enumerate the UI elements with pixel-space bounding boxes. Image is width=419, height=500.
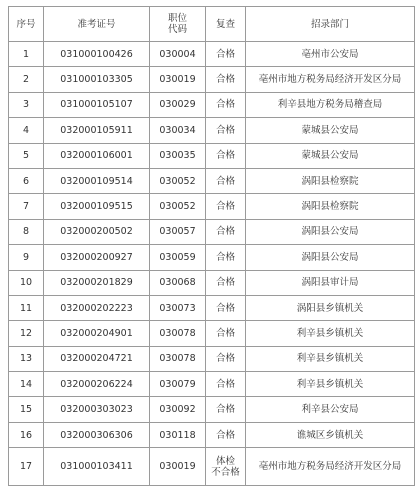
table-row [9,143,415,168]
table-row [9,245,415,270]
cell-recheck-line2: 不合格 [211,466,240,478]
header-position-code-line1: 职位 [167,13,187,24]
cell-seq: 14 [9,372,44,397]
cell-exam-no: 032000106001 [44,143,150,168]
cell-dept: 利辛县地方税务局稽查局 [246,92,415,117]
cell-seq: 11 [9,295,44,320]
cell-dept: 利辛县公安局 [246,397,415,422]
cell-position-code: 030092 [150,397,206,422]
cell-position-code: 030068 [150,270,206,295]
cell-position-code: 030073 [150,295,206,320]
cell-position-code: 030004 [150,42,206,67]
cell-recheck: 合格 [206,346,246,371]
cell-dept: 利辛县乡镇机关 [246,372,415,397]
cell-position-code: 030078 [150,321,206,346]
cell-seq: 6 [9,168,44,193]
table-row [9,92,415,117]
cell-seq: 1 [9,42,44,67]
cell-exam-no: 032000109514 [44,168,150,193]
cell-position-code: 030057 [150,219,206,244]
cell-seq: 10 [9,270,44,295]
table-row [9,168,415,193]
header-position-code-line2: 代码 [167,24,187,35]
table-row [9,372,415,397]
cell-position-code: 030052 [150,194,206,219]
cell-exam-no: 032000204901 [44,321,150,346]
cell-seq: 8 [9,219,44,244]
table-row [9,422,415,447]
cell-exam-no: 032000109515 [44,194,150,219]
cell-dept: 涡阳县公安局 [246,219,415,244]
table-row [9,295,415,320]
table-row [9,118,415,143]
cell-exam-no: 032000204721 [44,346,150,371]
cell-recheck: 合格 [206,67,246,92]
cell-exam-no: 031000105107 [44,92,150,117]
cell-dept: 谯城区乡镇机关 [246,422,415,447]
cell-dept: 蒙城县公安局 [246,143,415,168]
cell-recheck: 合格 [206,92,246,117]
cell-dept: 涡阳县检察院 [246,194,415,219]
table-row [9,42,415,67]
cell-position-code: 030029 [150,92,206,117]
cell-recheck: 合格 [206,245,246,270]
table-row [9,219,415,244]
header-recheck: 复查 [206,7,246,42]
cell-dept: 利辛县乡镇机关 [246,346,415,371]
cell-recheck: 合格 [206,219,246,244]
cell-seq: 15 [9,397,44,422]
table-row [9,67,415,92]
cell-position-code: 030078 [150,346,206,371]
table-row [9,321,415,346]
cell-exam-no: 031000103411 [44,448,150,486]
cell-dept: 涡阳县审计局 [246,270,415,295]
cell-exam-no: 031000103305 [44,67,150,92]
table-body [9,42,415,486]
cell-exam-no: 032000303023 [44,397,150,422]
cell-dept: 亳州市公安局 [246,42,415,67]
cell-exam-no: 032000200502 [44,219,150,244]
cell-recheck: 合格 [206,143,246,168]
cell-dept: 亳州市地方税务局经济开发区分局 [246,448,415,486]
cell-seq: 13 [9,346,44,371]
cell-recheck-line1: 体检 [215,455,235,467]
header-row [9,7,415,42]
table-row [9,448,415,486]
cell-recheck: 合格 [206,194,246,219]
header-exam-no: 准考证号 [44,7,150,42]
cell-position-code: 030059 [150,245,206,270]
cell-exam-no: 032000200927 [44,245,150,270]
cell-dept: 利辛县乡镇机关 [246,321,415,346]
cell-exam-no: 031000100426 [44,42,150,67]
results-table [8,6,415,486]
cell-seq: 17 [9,448,44,486]
cell-recheck: 合格 [206,372,246,397]
cell-seq: 9 [9,245,44,270]
cell-dept: 蒙城县公安局 [246,118,415,143]
cell-recheck: 合格 [206,118,246,143]
cell-seq: 7 [9,194,44,219]
table-row [9,397,415,422]
cell-position-code: 030019 [150,67,206,92]
cell-seq: 2 [9,67,44,92]
cell-seq: 16 [9,422,44,447]
cell-recheck [206,448,246,486]
cell-exam-no: 032000306306 [44,422,150,447]
cell-dept: 涡阳县乡镇机关 [246,295,415,320]
cell-dept: 涡阳县公安局 [246,245,415,270]
cell-recheck: 合格 [206,397,246,422]
cell-recheck: 合格 [206,321,246,346]
cell-seq: 5 [9,143,44,168]
cell-recheck: 合格 [206,295,246,320]
cell-position-code: 030019 [150,448,206,486]
cell-recheck: 合格 [206,42,246,67]
table-row [9,346,415,371]
cell-recheck: 合格 [206,270,246,295]
cell-seq: 4 [9,118,44,143]
cell-exam-no: 032000202223 [44,295,150,320]
cell-recheck: 合格 [206,422,246,447]
cell-position-code: 030052 [150,168,206,193]
cell-dept: 亳州市地方税务局经济开发区分局 [246,67,415,92]
table-row [9,270,415,295]
cell-exam-no: 032000206224 [44,372,150,397]
cell-position-code: 030079 [150,372,206,397]
cell-seq: 3 [9,92,44,117]
header-dept: 招录部门 [246,7,415,42]
cell-position-code: 030035 [150,143,206,168]
cell-recheck: 合格 [206,168,246,193]
cell-dept: 涡阳县检察院 [246,168,415,193]
cell-position-code: 030034 [150,118,206,143]
header-seq: 序号 [9,7,44,42]
cell-exam-no: 032000201829 [44,270,150,295]
table-row [9,194,415,219]
cell-seq: 12 [9,321,44,346]
header-position-code [150,7,206,42]
cell-position-code: 030118 [150,422,206,447]
cell-exam-no: 032000105911 [44,118,150,143]
